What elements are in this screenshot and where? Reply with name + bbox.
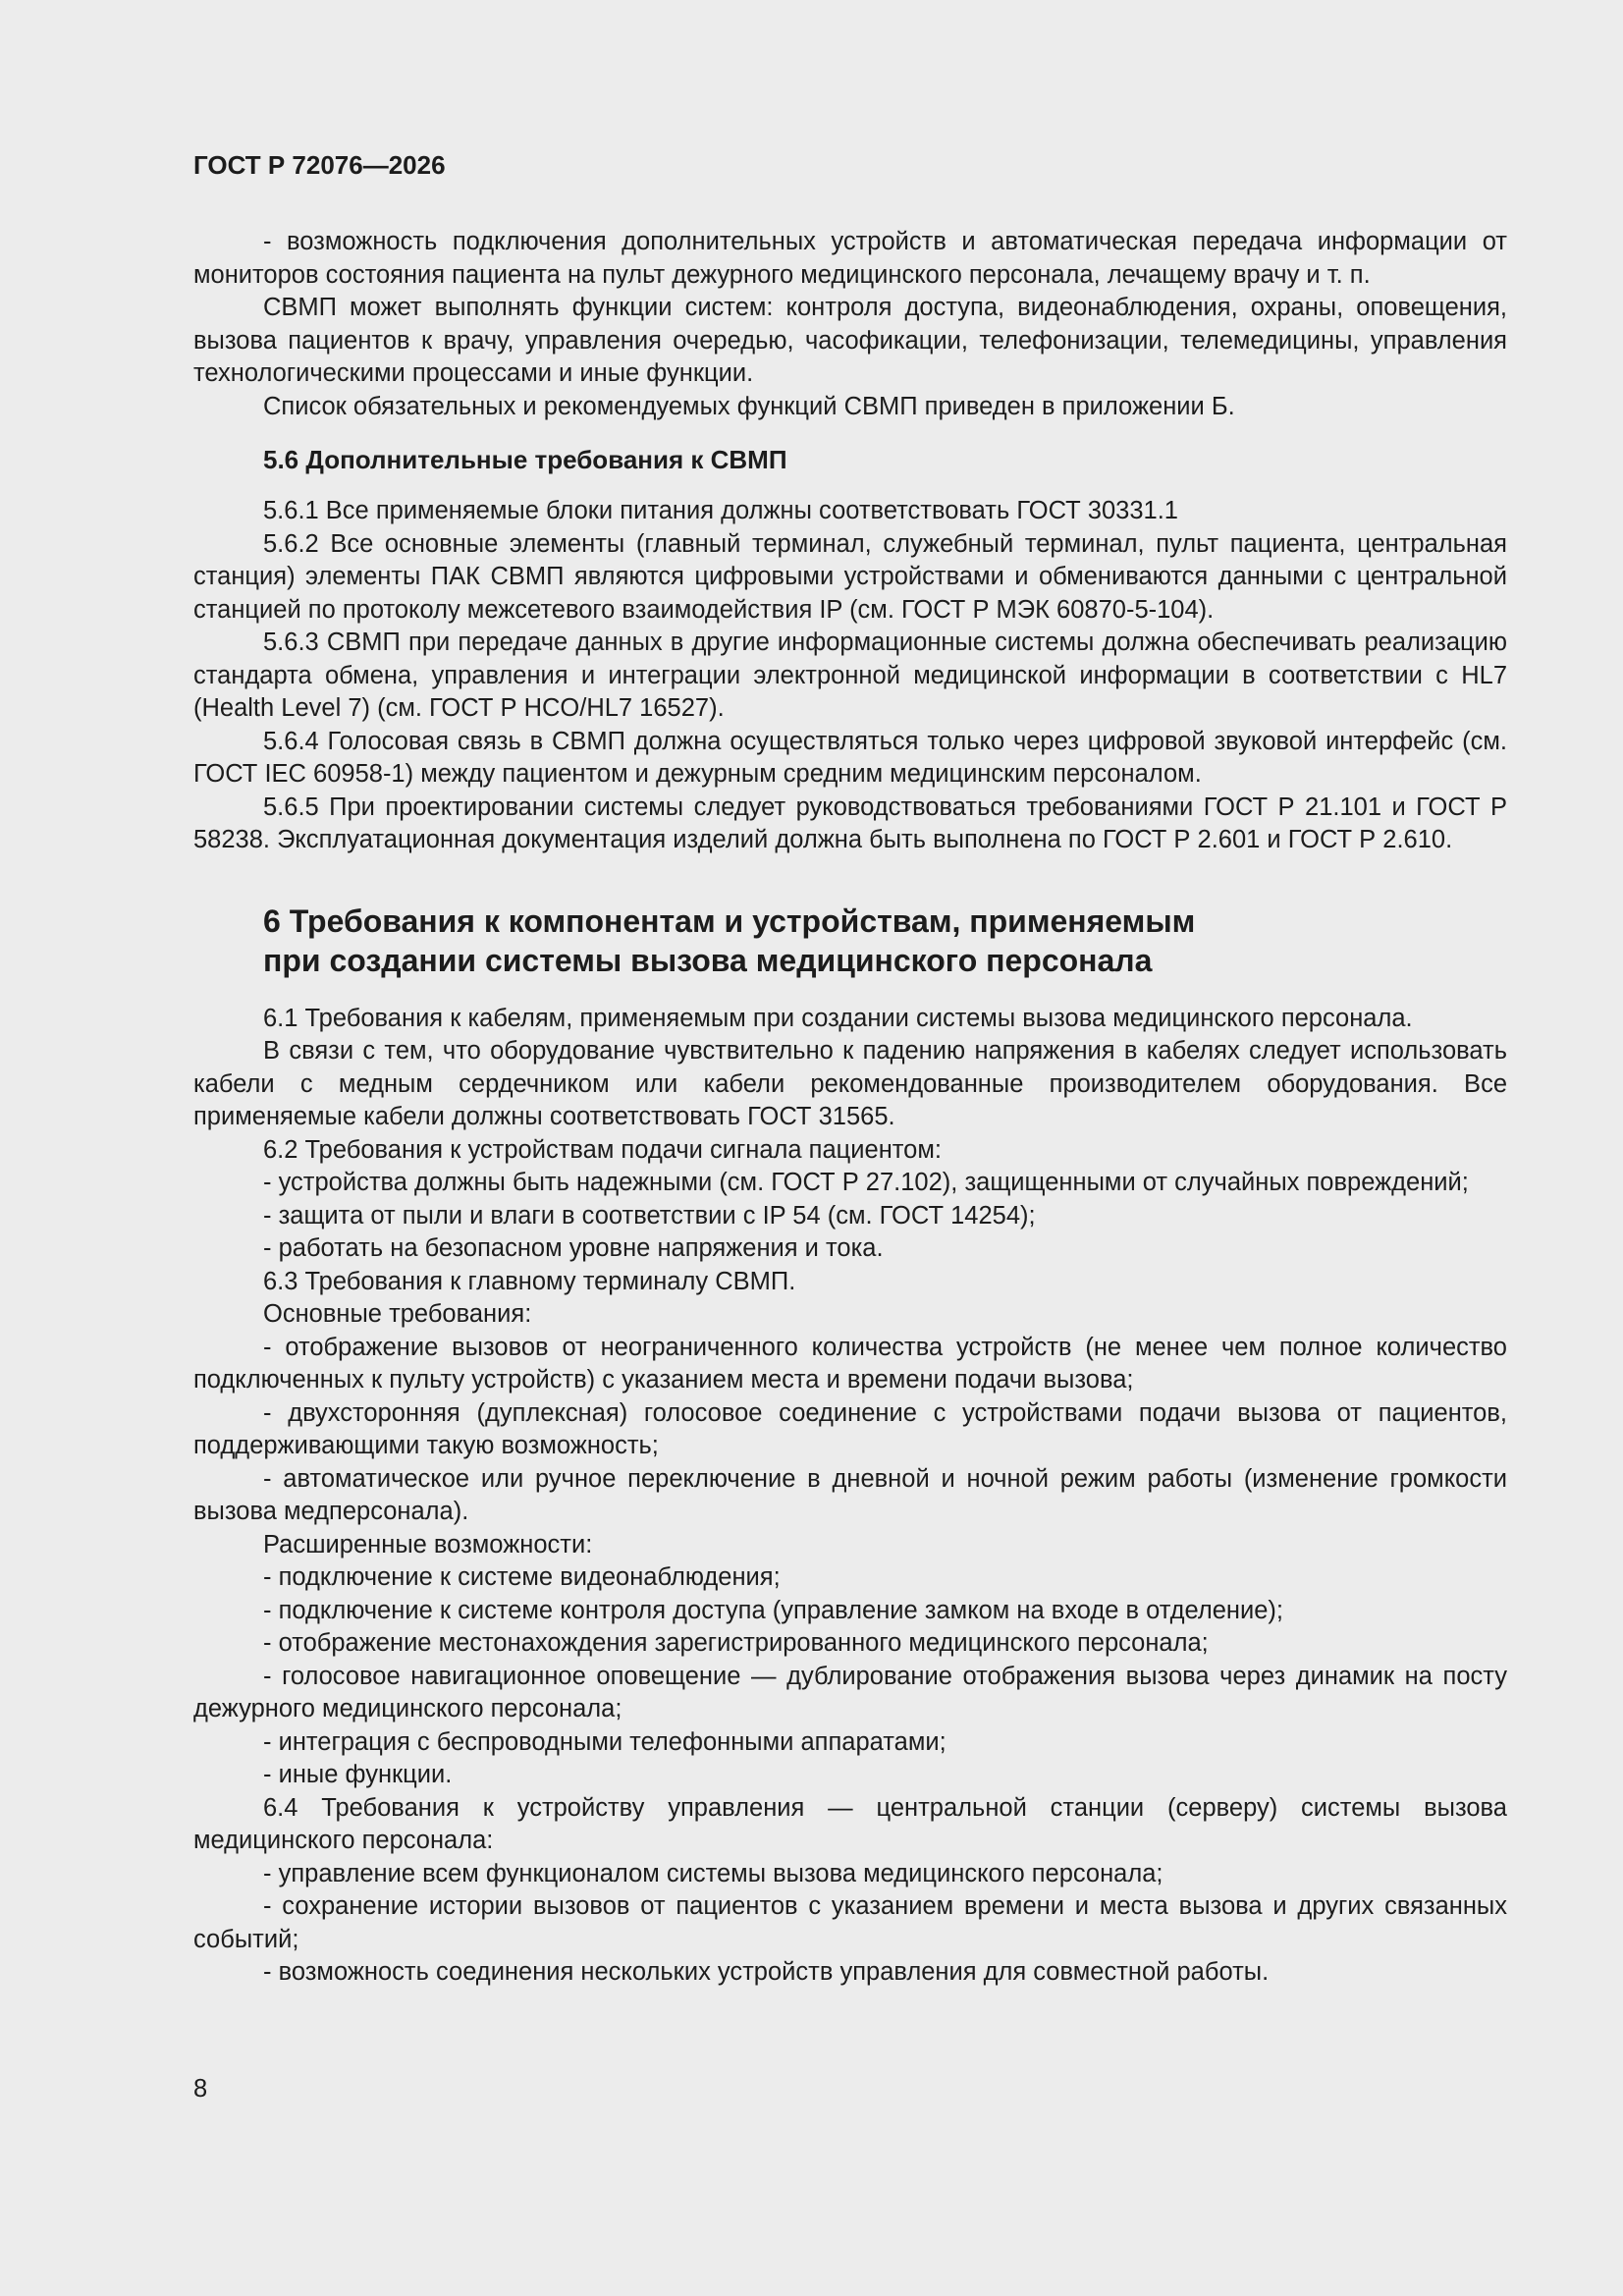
list-item: - интеграция с беспроводными телефонными аппаратами; [263, 1727, 947, 1756]
paragraph-5-6-3: 5.6.3 СВМП при передаче данных в другие информационные системы должна обеспечивать реализацию стандарта обмена, управления и интеграции электронной медицинской информации в соответствии с HL7 (Health Level 7) (см. ГОСТ Р HCO/HL7 16527). [193, 629, 1507, 722]
paragraph: Основные требования: [263, 1300, 532, 1328]
list-item: - иные функции. [263, 1761, 453, 1788]
section-heading-6 [263, 902, 1507, 980]
paragraph-6-1: 6.1 Требования к кабелям, применяемым при создании системы вызова медицинского персонала. [263, 1004, 1413, 1032]
document-header: ГОСТ Р 72076—2026 [193, 150, 446, 180]
document-page [193, 147, 1507, 1990]
paragraph-5-6-4: 5.6.4 Голосовая связь в СВМП должна осуществляться только через цифровой звуковой интерфейс (см. ГОСТ IEC 60958-1) между пациентом и дежурным средним медицинским персоналом. [193, 727, 1507, 788]
list-item: - возможность соединения нескольких устройств управления для совместной работы. [263, 1958, 1270, 1986]
list-item: - работать на безопасном уровне напряжения и тока. [263, 1234, 884, 1262]
list-item: - подключение к системе контроля доступа (управление замком на входе в отделение); [263, 1596, 1284, 1624]
list-item: - защита от пыли и влаги в соответствии с IP 54 (см. ГОСТ 14254); [263, 1201, 1036, 1230]
section-heading-line: 6 Требования к компонентам и устройствам, применяемым [263, 902, 1196, 939]
list-item: - отображение местонахождения зарегистрированного медицинского персонала; [263, 1629, 1209, 1657]
list-item: - сохранение истории вызовов от пациентов с указанием времени и места вызова и других связанных событий; [193, 1892, 1507, 1953]
paragraph-5-6-1: 5.6.1 Все применяемые блоки питания должны соответствовать ГОСТ 30331.1 [263, 497, 1178, 524]
page-number: 8 [193, 2075, 208, 2103]
paragraph-6-3: 6.3 Требования к главному терминалу СВМП. [263, 1267, 796, 1295]
paragraph-6-4: 6.4 Требования к устройству управления — центральной станции (серверу) системы вызова медицинского персонала: [193, 1793, 1507, 1854]
paragraph: СВМП может выполнять функции систем: контроля доступа, видеонаблюдения, охраны, оповещения, вызова пациентов к врачу, управления очередью, часофикации, телефонизации, телемедицины, управления технологическими процессами и иные функции. [193, 294, 1507, 387]
paragraph-6-2: 6.2 Требования к устройствам подачи сигнала пациентом: [263, 1135, 942, 1164]
section-heading-line: при создании системы вызова медицинского персонала [263, 942, 1153, 978]
list-item: - управление всем функционалом системы вызова медицинского персонала; [263, 1859, 1163, 1887]
paragraph: В связи с тем, что оборудование чувствительно к падению напряжения в кабелях следует использовать кабели с медным сердечником или кабели рекомендованные производителем оборудования. Все применяемые кабели должны соответствовать ГОСТ 31565. [193, 1037, 1507, 1130]
subsection-heading-5-6: 5.6 Дополнительные требования к СВМП [263, 445, 787, 474]
paragraph: Список обязательных и рекомендуемых функций СВМП приведен в приложении Б. [263, 392, 1235, 420]
paragraph: - возможность подключения дополнительных устройств и автоматическая передача информации от мониторов состояния пациента на пульт дежурного медицинского персонала, лечащему врачу и т. п. [193, 228, 1507, 289]
list-item: - голосовое навигационное оповещение — дублирование отображения вызова через динамик на посту дежурного медицинского персонала; [193, 1662, 1507, 1722]
list-item: - подключение к системе видеонаблюдения; [263, 1563, 781, 1591]
paragraph-5-6-2: 5.6.2 Все основные элементы (главный терминал, служебный терминал, пульт пациента, центральная станция) элементы ПАК СВМП являются цифровыми устройствами и обмениваются данными с центральной станцией по протоколу межсетевого взаимодействия IP (см. ГОСТ Р МЭК 60870-5-104). [193, 529, 1507, 624]
list-item: - отображение вызовов от неограниченного количества устройств (не менее чем полное количество подключенных к пульту устройств) с указанием места и времени подачи вызова; [193, 1333, 1507, 1394]
list-item: - автоматическое или ручное переключение в дневной и ночной режим работы (изменение громкости вызова медперсонала). [193, 1464, 1507, 1525]
list-item: - двухсторонняя (дуплексная) голосовое соединение с устройствами подачи вызова от пациентов, поддерживающими такую возможность; [193, 1398, 1507, 1459]
paragraph-5-6-5: 5.6.5 При проектировании системы следует руководствоваться требованиями ГОСТ Р 21.101 и ГОСТ Р 58238. Эксплуатационная документация изделий должна быть выполнена по ГОСТ Р 2.601 и ГОСТ Р 2.610. [193, 793, 1507, 853]
paragraph: Расширенные возможности: [263, 1530, 593, 1558]
list-item: - устройства должны быть надежными (см. ГОСТ Р 27.102), защищенными от случайных повреждений; [263, 1169, 1469, 1196]
